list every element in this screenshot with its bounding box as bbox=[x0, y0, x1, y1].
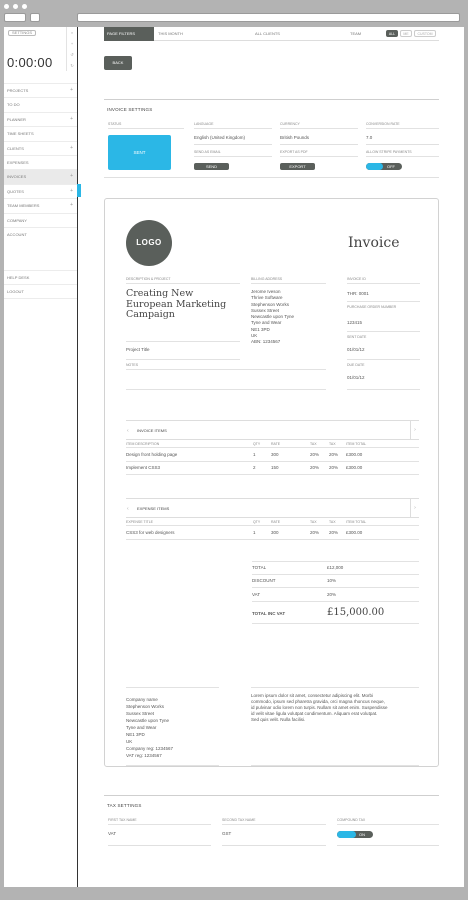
billing-address[interactable]: Jerome Iveson Thrive Software Stephenson Works Sussex Street Newcastle upon Tyne Tyne and Wear NE1 3PD UK ABN: 1234567 bbox=[251, 289, 294, 345]
window-maximize-dot[interactable] bbox=[22, 4, 27, 9]
sidebar-item-clients[interactable] bbox=[4, 141, 77, 155]
sidebar-item-label: EXPENSES bbox=[7, 159, 29, 165]
sidebar-item-invoices[interactable] bbox=[4, 169, 77, 183]
export-pdf-label: EXPORT AS PDF bbox=[280, 150, 358, 157]
expand-icon[interactable]: + bbox=[70, 144, 73, 151]
settings-button[interactable]: SETTINGS bbox=[8, 30, 36, 36]
plus-icon[interactable]: + bbox=[66, 38, 77, 49]
back-button[interactable]: BACK bbox=[104, 56, 132, 70]
footer-rule bbox=[251, 765, 419, 766]
sidebar-item-label: TO DO bbox=[7, 102, 20, 108]
item-total: £300.00 bbox=[346, 452, 363, 457]
sidebar bbox=[4, 27, 77, 887]
close-icon[interactable]: × bbox=[66, 27, 77, 38]
column-rule bbox=[347, 283, 420, 284]
frame-bottom bbox=[0, 887, 468, 900]
column-header-rate: RATE bbox=[271, 520, 281, 524]
total-inc-vat-label: TOTAL INC VAT bbox=[252, 611, 286, 616]
discount-label: DISCOUNT bbox=[252, 578, 276, 583]
due-date[interactable]: 01/01/12 bbox=[347, 375, 365, 380]
sidebar-item-label: HELP DESK bbox=[7, 275, 30, 280]
page-filter-bar bbox=[104, 27, 439, 41]
sidebar-item-expenses[interactable] bbox=[4, 155, 77, 169]
column-rule bbox=[126, 389, 326, 390]
column-rule bbox=[347, 301, 420, 302]
invoice-items-header bbox=[126, 420, 419, 440]
export-button[interactable]: EXPORT bbox=[280, 163, 315, 170]
filter-this-month[interactable]: THIS MONTH bbox=[158, 31, 183, 36]
sidebar-item-label: TEAM MEMBERS bbox=[7, 203, 40, 209]
url-bar[interactable] bbox=[77, 13, 460, 22]
item-rate[interactable]: 150 bbox=[271, 465, 279, 470]
sidebar-item-label: PROJECTS bbox=[7, 88, 29, 93]
billing-address-label: BILLING ADDRESS bbox=[251, 277, 283, 281]
section-divider bbox=[104, 99, 439, 100]
browser-nav-button[interactable] bbox=[4, 13, 26, 22]
reset-icon[interactable]: ↺ bbox=[66, 49, 77, 60]
column-header-rate: RATE bbox=[271, 442, 281, 446]
vat-label: VAT bbox=[252, 592, 261, 597]
totals-rule bbox=[252, 601, 419, 602]
sidebar-secondary-nav bbox=[4, 270, 77, 299]
send-button[interactable]: SEND bbox=[194, 163, 229, 170]
table-rule bbox=[126, 539, 419, 540]
expense-rate[interactable]: 300 bbox=[271, 530, 279, 535]
footer-rule bbox=[251, 687, 419, 688]
filter-all-clients[interactable]: ALL CLIENTS bbox=[255, 31, 280, 36]
table-rule bbox=[126, 474, 419, 475]
sidebar-item-label: TIME SHEETS bbox=[7, 131, 34, 137]
column-header-tax: TAX bbox=[310, 442, 317, 446]
total-value: £12,000 bbox=[327, 565, 344, 570]
team-filter-me[interactable]: ME bbox=[400, 30, 412, 37]
column-rule bbox=[251, 283, 326, 284]
po-number[interactable]: 123415 bbox=[347, 320, 363, 325]
compound-tax-toggle[interactable] bbox=[337, 831, 373, 838]
field-underline bbox=[337, 845, 439, 846]
sidebar-item-help-desk[interactable] bbox=[4, 270, 77, 284]
description-label: DESCRIPTION & PROJECT bbox=[126, 277, 171, 281]
refresh-icon[interactable]: ↻ bbox=[66, 60, 77, 71]
stripe-payments-toggle[interactable] bbox=[366, 163, 402, 170]
frame-right bbox=[464, 27, 468, 890]
totals-rule bbox=[252, 574, 419, 575]
main-content bbox=[78, 27, 464, 887]
sent-date-label: SENT DATE bbox=[347, 335, 367, 339]
status-sent-button[interactable]: SENT bbox=[108, 135, 171, 170]
sidebar-item-logout[interactable] bbox=[4, 284, 77, 298]
expense-description[interactable]: CSS3 for web designers bbox=[126, 530, 175, 535]
invoice-items-title: INVOICE ITEMS bbox=[137, 428, 167, 433]
expense-tax-1[interactable]: 20% bbox=[310, 530, 320, 535]
item-description[interactable]: Design front holding page bbox=[126, 452, 178, 457]
expand-icon[interactable]: + bbox=[70, 115, 73, 122]
second-tax-label: SECOND TAX NAME bbox=[222, 818, 326, 825]
first-tax-input[interactable]: VAT bbox=[108, 831, 117, 836]
total-label: TOTAL bbox=[252, 565, 267, 570]
expand-icon[interactable]: + bbox=[70, 202, 73, 209]
sidebar-item-label: ACCOUNT bbox=[7, 231, 27, 237]
table-rule bbox=[126, 461, 419, 462]
total-inc-vat-value: £15,000.00 bbox=[327, 607, 385, 618]
sidebar-item-quotes[interactable] bbox=[4, 184, 77, 198]
chevron-left-icon[interactable]: ‹ bbox=[127, 428, 129, 434]
expand-icon[interactable]: + bbox=[70, 87, 73, 93]
expense-total: £300.00 bbox=[346, 530, 363, 535]
column-header-qty: QTY bbox=[253, 442, 261, 446]
item-tax-1[interactable]: 20% bbox=[310, 452, 320, 457]
column-rule bbox=[347, 389, 420, 390]
currency-label: CURRENCY bbox=[280, 122, 358, 129]
column-header-description: ITEM DESCRIPTION bbox=[126, 442, 160, 446]
item-total: £300.00 bbox=[346, 465, 363, 470]
sidebar-item-company[interactable] bbox=[4, 213, 77, 227]
window-close-dot[interactable] bbox=[4, 4, 9, 9]
browser-chrome bbox=[0, 0, 468, 27]
toggle-label: ON bbox=[359, 832, 365, 837]
column-header-expense-title: EXPENSE TITLE bbox=[126, 520, 153, 524]
chevron-right-icon[interactable]: › bbox=[410, 421, 419, 440]
sidebar-item-label: PLANNER bbox=[7, 116, 26, 122]
conversion-rate-label: CONVERSION RATE bbox=[366, 122, 439, 129]
invoice-settings-title: INVOICE SETTINGS bbox=[107, 107, 153, 112]
vat-value: 20% bbox=[327, 592, 337, 597]
compound-tax-label: COMPOUND TAX bbox=[337, 818, 439, 825]
item-tax-2[interactable]: 20% bbox=[329, 465, 339, 470]
item-qty[interactable]: 2 bbox=[253, 465, 256, 470]
column-header-tax: TAX bbox=[329, 520, 336, 524]
sidebar-item-time-sheets[interactable] bbox=[4, 126, 77, 140]
po-number-label: PURCHASE ORDER NUMBER bbox=[347, 305, 397, 309]
notes-label: NOTES bbox=[126, 363, 139, 367]
column-header-item-total: ITEM TOTAL bbox=[346, 520, 367, 524]
column-rule bbox=[347, 359, 420, 360]
field-underline bbox=[194, 144, 272, 145]
project-title-field[interactable]: Project Title bbox=[126, 347, 150, 352]
footer-rule bbox=[126, 687, 219, 688]
section-bottom-rule bbox=[104, 177, 439, 178]
company-details[interactable]: Company name Stephenson Works Sussex Street Newcastle upon Tyne Tyne and Wear NE1 3PD UK Company reg: 1234567 VAT reg: 1234567 bbox=[126, 697, 174, 758]
sidebar-item-team-members[interactable] bbox=[4, 198, 77, 212]
totals-rule bbox=[252, 587, 419, 588]
conversion-rate-input[interactable]: 7.0 bbox=[366, 135, 373, 140]
expand-icon[interactable]: + bbox=[70, 173, 73, 180]
language-select[interactable]: English (United Kingdom) bbox=[194, 135, 246, 140]
invoice-id-label: INVOICE ID bbox=[347, 277, 366, 281]
sidebar-item-label: QUOTES bbox=[7, 188, 24, 194]
field-underline bbox=[366, 144, 439, 145]
team-filter-all[interactable]: ALL bbox=[386, 30, 398, 37]
expense-items-header bbox=[126, 498, 419, 518]
expense-tax-2[interactable]: 20% bbox=[329, 530, 339, 535]
column-header-item-total: ITEM TOTAL bbox=[346, 442, 367, 446]
table-rule bbox=[126, 525, 419, 526]
column-rule bbox=[126, 341, 240, 342]
expand-icon[interactable]: + bbox=[70, 187, 73, 194]
timer-display: 0:00:00 bbox=[7, 55, 53, 70]
window-minimize-dot[interactable] bbox=[13, 4, 18, 9]
expense-qty[interactable]: 1 bbox=[253, 530, 256, 535]
item-tax-2[interactable]: 20% bbox=[329, 452, 339, 457]
column-rule bbox=[126, 283, 240, 284]
footer-rule bbox=[126, 765, 219, 766]
item-description[interactable]: Implement CSS3 bbox=[126, 465, 161, 470]
column-header-tax: TAX bbox=[310, 520, 317, 524]
column-rule bbox=[347, 331, 420, 332]
language-label: LANGUAGE bbox=[194, 122, 272, 129]
section-divider bbox=[104, 795, 439, 796]
field-underline bbox=[108, 845, 211, 846]
item-rate[interactable]: 300 bbox=[271, 452, 279, 457]
field-underline bbox=[280, 144, 358, 145]
project-name[interactable]: Creating New European Marketing Campaign bbox=[126, 288, 227, 320]
currency-select[interactable]: British Pounds bbox=[280, 135, 310, 140]
discount-value[interactable]: 10% bbox=[327, 578, 337, 583]
sidebar-item-label: COMPANY bbox=[7, 217, 27, 223]
table-rule bbox=[126, 447, 419, 448]
invoice-terms-text[interactable]: Lorem ipsum dolor sit amet, consectetur adipiscing elit. Morbi commodo, ipsum sed pharetra gravida, orci magna rhoncus neque, id pulvinar odio lorem non turpis. Nullam sit amet enim. Suspendisse id velit vitae ligula volutpat condimentum. Aliquam erat volutpat. Sed quis velit. Nulla facilisi. bbox=[251, 693, 388, 722]
due-date-label: DUE DATE bbox=[347, 363, 365, 367]
sidebar-item-todo[interactable] bbox=[4, 97, 77, 111]
invoice-heading: Invoice bbox=[348, 235, 400, 251]
company-logo: LOGO bbox=[126, 220, 172, 266]
totals-rule bbox=[252, 623, 419, 624]
sidebar-item-label: CLIENTS bbox=[7, 145, 24, 151]
sidebar-item-label: INVOICES bbox=[7, 174, 27, 180]
chevron-left-icon[interactable]: ‹ bbox=[127, 506, 129, 512]
toggle-label: OFF bbox=[387, 164, 395, 169]
first-tax-label: FIRST TAX NAME bbox=[108, 818, 211, 825]
column-header-qty: QTY bbox=[253, 520, 261, 524]
totals-rule bbox=[252, 561, 419, 562]
filter-team-label: TEAM bbox=[350, 31, 362, 36]
browser-tab-button[interactable] bbox=[30, 13, 40, 22]
sent-date[interactable]: 01/01/12 bbox=[347, 347, 365, 352]
sidebar-item-planner[interactable] bbox=[4, 112, 77, 126]
page-filters-tab[interactable]: PAGE FILTERS bbox=[104, 27, 154, 41]
field-underline bbox=[222, 845, 326, 846]
stripe-payments-label: ALLOW STRIPE PAYMENTS bbox=[366, 150, 439, 157]
chevron-right-icon[interactable]: › bbox=[410, 499, 419, 518]
sidebar-timer-controls bbox=[66, 27, 77, 71]
invoice-id[interactable]: THR: 0001 bbox=[347, 291, 369, 296]
sidebar-item-label: LOGOUT bbox=[7, 289, 24, 295]
send-email-label: SEND AS EMAIL bbox=[194, 150, 272, 157]
column-header-tax: TAX bbox=[329, 442, 336, 446]
toggle-knob bbox=[366, 163, 383, 170]
toggle-knob bbox=[337, 831, 356, 838]
team-filter-custom[interactable]: CUSTOM bbox=[414, 30, 436, 37]
status-label: STATUS bbox=[108, 122, 184, 129]
second-tax-input[interactable]: GST bbox=[222, 831, 232, 836]
item-tax-1[interactable]: 20% bbox=[310, 465, 320, 470]
sidebar-item-projects[interactable] bbox=[4, 83, 77, 97]
invoice-document bbox=[104, 198, 439, 767]
column-rule bbox=[126, 369, 326, 370]
tax-settings-title: TAX SETTINGS bbox=[107, 803, 142, 808]
sidebar-nav bbox=[4, 83, 77, 241]
sidebar-item-account[interactable] bbox=[4, 227, 77, 241]
expense-items-title: EXPENSE ITEMS bbox=[137, 506, 170, 511]
column-rule bbox=[126, 359, 240, 360]
item-qty[interactable]: 1 bbox=[253, 452, 256, 457]
